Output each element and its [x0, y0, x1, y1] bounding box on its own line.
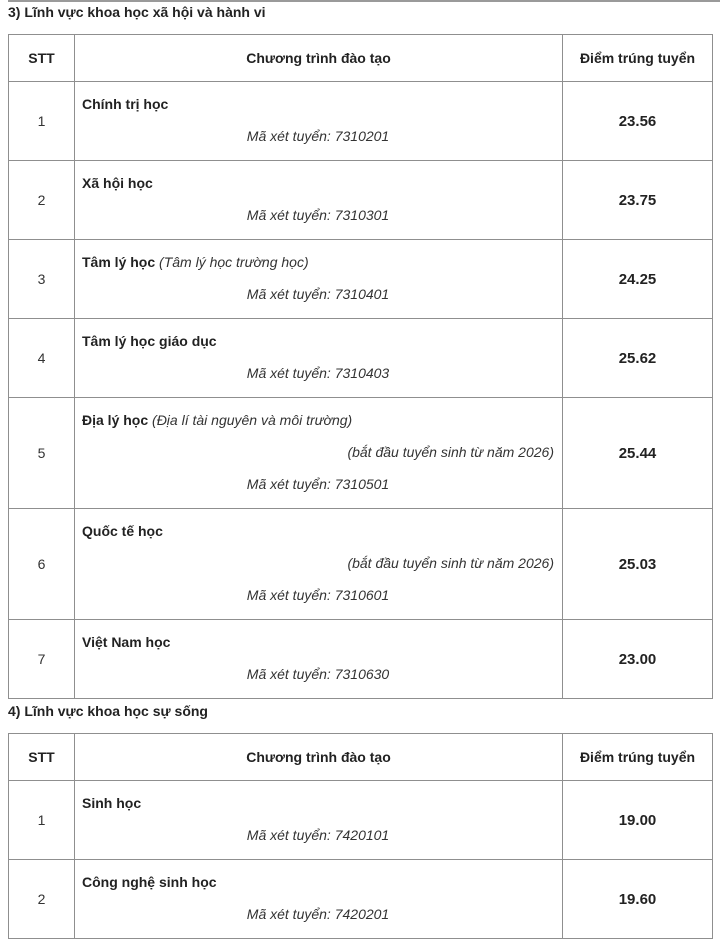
header-stt: STT	[9, 734, 75, 781]
table-header-row	[9, 734, 713, 781]
program-note: (Địa lí tài nguyên và môi trường)	[152, 412, 353, 428]
row-stt: 7	[9, 620, 75, 699]
row-score: 19.60	[563, 860, 713, 939]
header-score: Điểm trúng tuyển	[563, 734, 713, 781]
row-stt: 5	[9, 398, 75, 509]
program-name-line	[82, 252, 554, 272]
program-code: Mã xét tuyển: 7310403	[246, 365, 390, 381]
program-code: Mã xét tuyển: 7310401	[246, 286, 390, 302]
program-name-line	[82, 410, 554, 430]
row-stt: 1	[9, 781, 75, 860]
table-header-row	[9, 35, 713, 82]
row-program	[75, 509, 563, 620]
program-name: Việt Nam học	[82, 634, 171, 650]
row-program	[75, 82, 563, 161]
row-stt: 6	[9, 509, 75, 620]
row-score: 25.03	[563, 509, 713, 620]
program-name: Xã hội học	[82, 175, 153, 191]
row-stt: 2	[9, 161, 75, 240]
row-program	[75, 319, 563, 398]
row-score: 23.56	[563, 82, 713, 161]
program-code: Mã xét tuyển: 7420201	[246, 906, 390, 922]
program-name: Công nghệ sinh học	[82, 874, 217, 890]
program-name: Địa lý học	[82, 412, 149, 428]
program-name: Chính trị học	[82, 96, 169, 112]
program-start-note: (bắt đầu tuyển sinh từ năm 2026)	[347, 555, 554, 571]
score-table-life-sciences	[8, 733, 713, 939]
row-stt: 1	[9, 82, 75, 161]
row-stt: 2	[9, 860, 75, 939]
header-stt: STT	[9, 35, 75, 82]
section-title-life-sciences: 4) Lĩnh vực khoa học sự sống	[8, 703, 208, 719]
table-row	[9, 161, 713, 240]
header-program: Chương trình đào tạo	[75, 734, 563, 781]
program-code: Mã xét tuyển: 7310201	[246, 128, 390, 144]
table-row	[9, 620, 713, 699]
program-code: Mã xét tuyển: 7420101	[246, 827, 390, 843]
program-start-note: (bắt đầu tuyển sinh từ năm 2026)	[347, 444, 554, 460]
section-title-social-sciences: 3) Lĩnh vực khoa học xã hội và hành vi	[8, 4, 266, 20]
program-name: Tâm lý học	[82, 254, 156, 270]
row-score: 19.00	[563, 781, 713, 860]
row-stt: 3	[9, 240, 75, 319]
program-code: Mã xét tuyển: 7310301	[246, 207, 390, 223]
program-code: Mã xét tuyển: 7310630	[246, 666, 390, 682]
table-row	[9, 781, 713, 860]
row-program	[75, 620, 563, 699]
table-row	[9, 398, 713, 509]
row-program	[75, 398, 563, 509]
table-row	[9, 860, 713, 939]
header-score: Điểm trúng tuyển	[563, 35, 713, 82]
row-score: 25.44	[563, 398, 713, 509]
row-program	[75, 781, 563, 860]
row-score: 24.25	[563, 240, 713, 319]
row-program	[75, 161, 563, 240]
score-table-social-sciences	[8, 34, 713, 699]
row-score: 25.62	[563, 319, 713, 398]
row-program	[75, 240, 563, 319]
program-name: Tâm lý học giáo dục	[82, 333, 217, 349]
row-stt: 4	[9, 319, 75, 398]
program-name: Quốc tế học	[82, 523, 163, 539]
table-row	[9, 319, 713, 398]
table-row	[9, 240, 713, 319]
table-row	[9, 82, 713, 161]
program-code: Mã xét tuyển: 7310601	[246, 587, 390, 603]
program-note: (Tâm lý học trường học)	[159, 254, 309, 270]
row-program	[75, 860, 563, 939]
row-score: 23.75	[563, 161, 713, 240]
top-divider	[8, 0, 720, 2]
row-score: 23.00	[563, 620, 713, 699]
table-row	[9, 509, 713, 620]
header-program: Chương trình đào tạo	[75, 35, 563, 82]
program-code: Mã xét tuyển: 7310501	[246, 476, 390, 492]
program-name: Sinh học	[82, 795, 142, 811]
